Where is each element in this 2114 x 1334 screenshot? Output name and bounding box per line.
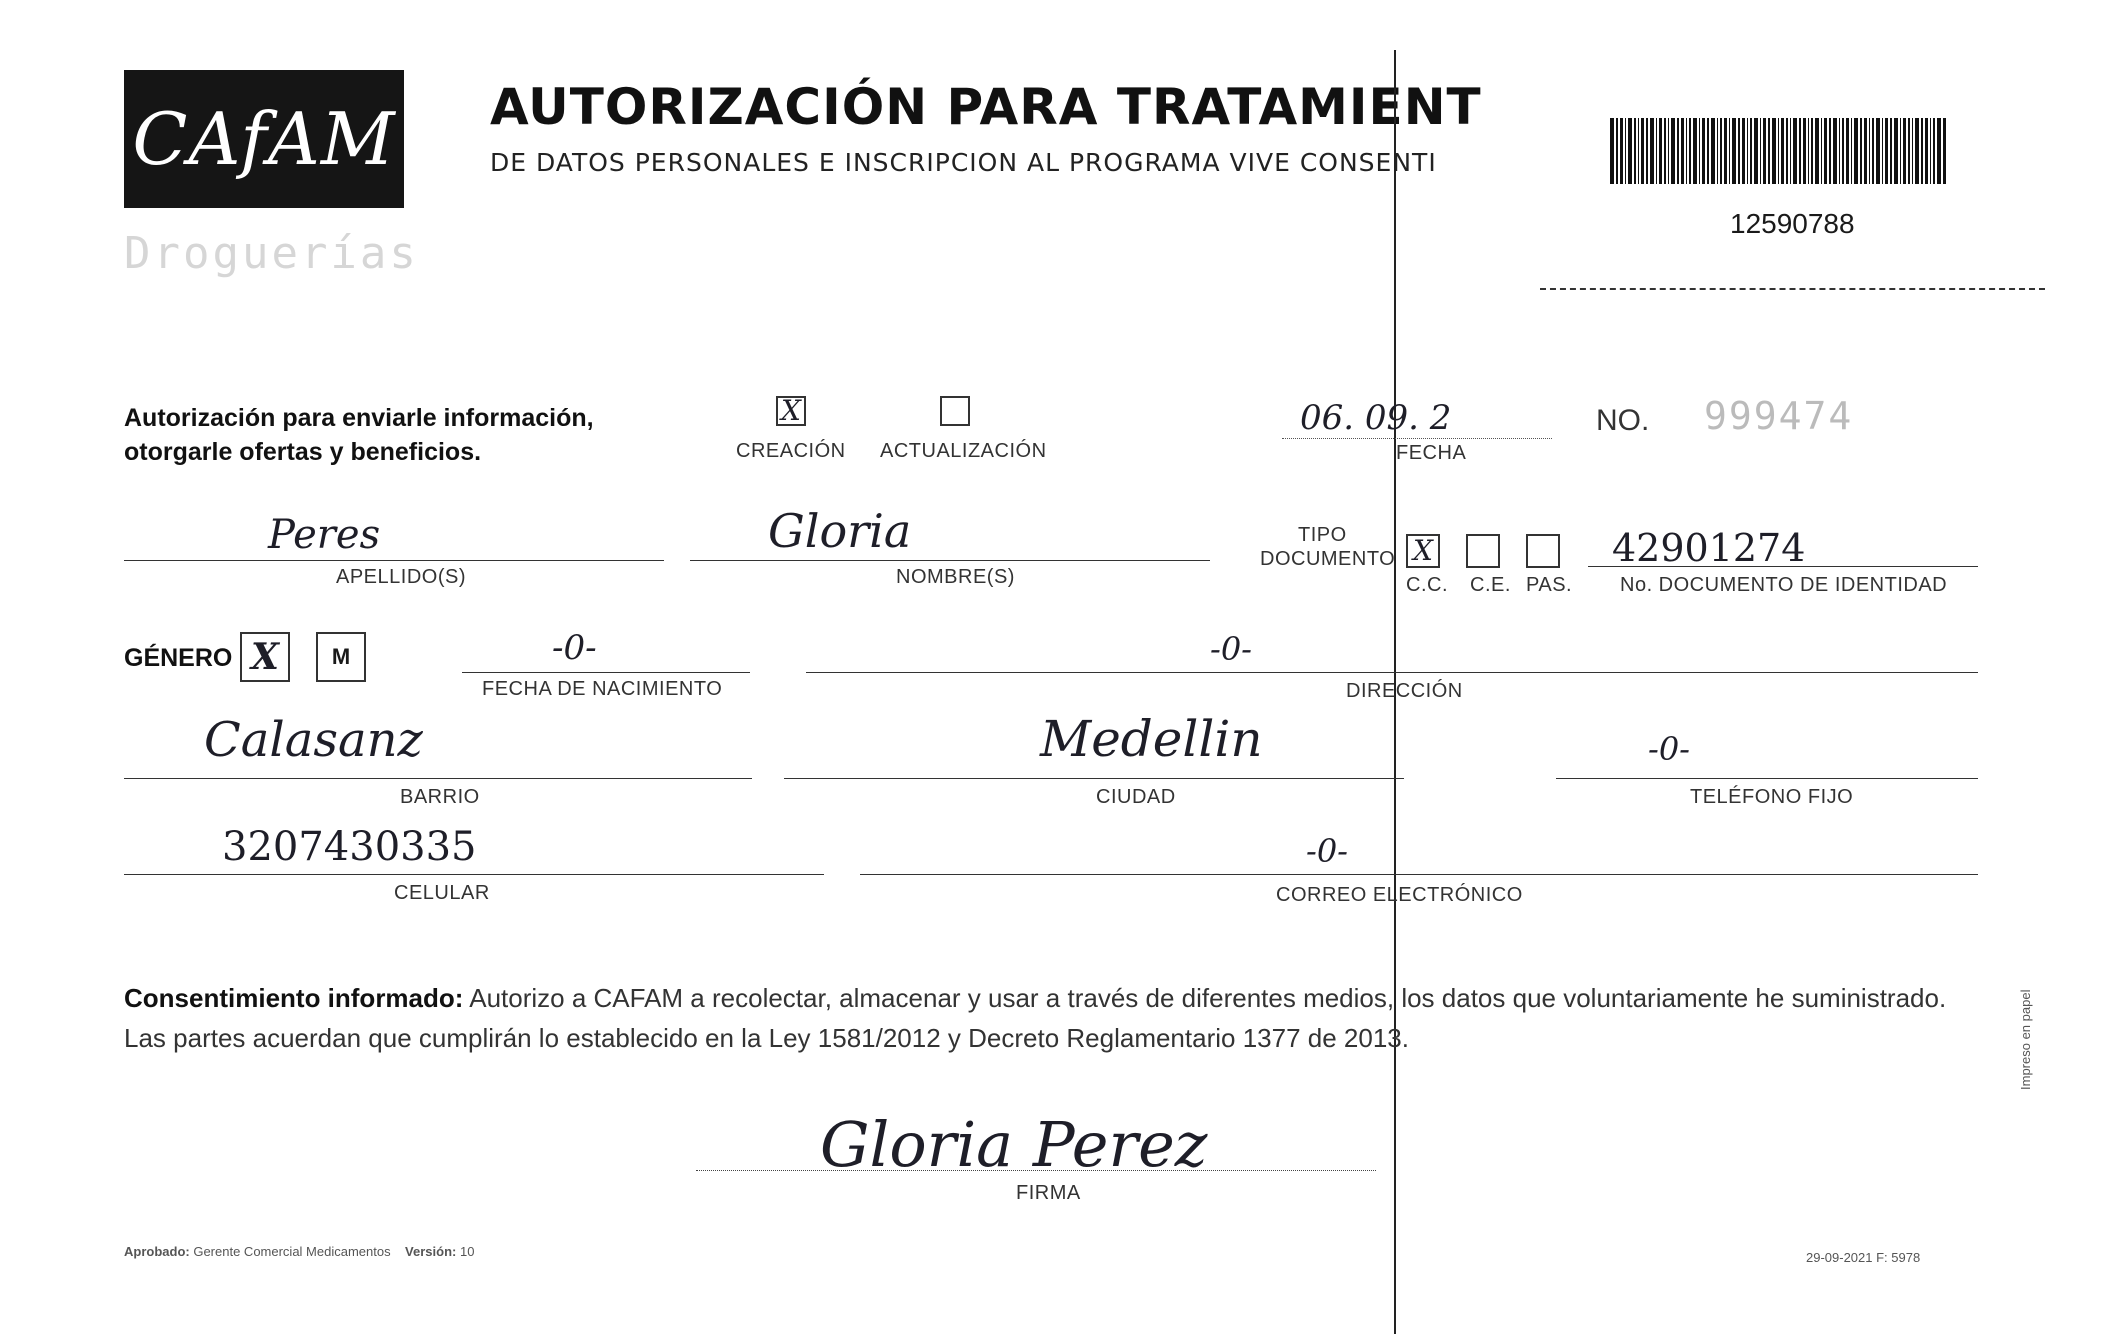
tipo-documento-label-2: DOCUMENTO [1260,548,1396,570]
apellido-label: APELLIDO(S) [336,566,466,588]
nombre-value: Gloria [768,504,912,558]
genero-m-label: M [331,644,351,669]
barrio-label: BARRIO [400,786,480,808]
celular-label: CELULAR [394,882,490,904]
genero-m-checkbox[interactable] [316,632,366,682]
signature-value: Gloria Perez [820,1108,1208,1181]
cafam-logo [124,70,404,208]
consent-block [124,978,2004,1058]
form-title: AUTORIZACIÓN PARA TRATAMIENT [490,78,1482,136]
creacion-label: CREACIÓN [736,440,846,462]
no-value: 999474 [1704,394,1854,438]
actualizacion-label: ACTUALIZACIÓN [880,440,1047,462]
logo-text: CAfAM [132,97,396,181]
consent-text-1: Autorizo a CAFAM a recolectar, almacenar y usar a través de diferentes medios, los datos que voluntariamente he suministrado. [469,983,1947,1013]
genero-label: GÉNERO [124,644,233,672]
ciudad-label: CIUDAD [1096,786,1176,808]
ciudad-value: Medellin [1040,710,1263,768]
telefono-label: TELÉFONO FIJO [1690,786,1854,808]
barcode-number: 12590788 [1730,208,1855,239]
cc-checkbox[interactable] [1406,534,1440,568]
consent-line-1 [124,978,2004,1018]
ce-checkbox[interactable] [1466,534,1500,568]
footer-aprobado [124,1244,474,1259]
fecha-nacimiento-label: FECHA DE NACIMIENTO [482,678,723,700]
no-label: NO. [1596,404,1650,437]
fecha-nacimiento-line [462,672,750,673]
consent-text-2: Las partes acuerdan que cumplirán lo establecido en la Ley 1581/2012 y Decreto Reglamentario 1377 de 2013. [124,1023,1409,1053]
tipo-documento-label-1: TIPO [1298,524,1347,546]
direccion-label: DIRECCIÓN [1346,680,1463,702]
fecha-line [1282,438,1552,439]
fecha-value: 06. 09. 2 [1300,398,1452,438]
genero-f-mark: X [251,636,279,678]
barrio-line [124,778,752,779]
documento-line [1588,566,1978,567]
apellido-value: Peres [268,512,381,558]
pas-label: PAS. [1526,574,1573,596]
consent-heading: Consentimiento informado: [124,983,464,1013]
auth-text-line1: Autorización para enviarle información, [124,404,594,432]
signature-line [696,1170,1376,1171]
celular-line [124,874,824,875]
creacion-mark: X [781,394,801,427]
auth-text-line2: otorgarle ofertas y beneficios. [124,438,482,466]
version-label: Versión: [405,1244,457,1259]
documento-value: 42901274 [1612,526,1806,570]
documento-label: No. DOCUMENTO DE IDENTIDAD [1620,574,1948,596]
ce-label: C.E. [1470,574,1511,596]
ciudad-line [784,778,1404,779]
cc-mark: X [1413,534,1433,567]
fecha-nacimiento-value: -0- [552,628,597,668]
actualizacion-checkbox[interactable] [940,396,970,426]
pas-checkbox[interactable] [1526,534,1560,568]
telefono-line [1556,778,1978,779]
direccion-line [806,672,1978,673]
apellido-line [124,560,664,561]
logo-subtitle: Droguerías [124,228,419,279]
nombre-label: NOMBRE(S) [896,566,1015,588]
barrio-value: Calasanz [204,712,423,768]
header-divider [1540,288,2045,290]
correo-label: CORREO ELECTRÓNICO [1276,884,1523,906]
footer-date-code: 29-09-2021 F: 5978 [1806,1250,1921,1265]
side-print-note: Impreso en papel [2018,989,2033,1090]
fecha-label: FECHA [1396,442,1467,464]
nombre-line [690,560,1210,561]
cc-label: C.C. [1406,574,1448,596]
correo-value: -0- [1306,832,1348,870]
direccion-value: -0- [1210,630,1252,668]
celular-value: 3207430335 [222,824,477,870]
creacion-checkbox[interactable] [776,396,806,426]
aprobado-value: Gerente Comercial Medicamentos [193,1244,391,1259]
barcode-icon [1610,118,1946,184]
form-subtitle: DE DATOS PERSONALES E INSCRIPCION AL PROGRAMA VIVE CONSENTI [490,148,1437,177]
signature-label: FIRMA [1016,1182,1081,1204]
correo-line [860,874,1978,875]
genero-f-checkbox[interactable] [240,632,290,682]
telefono-value: -0- [1648,730,1690,768]
version-value: 10 [459,1244,475,1259]
aprobado-label: Aprobado: [124,1244,190,1259]
